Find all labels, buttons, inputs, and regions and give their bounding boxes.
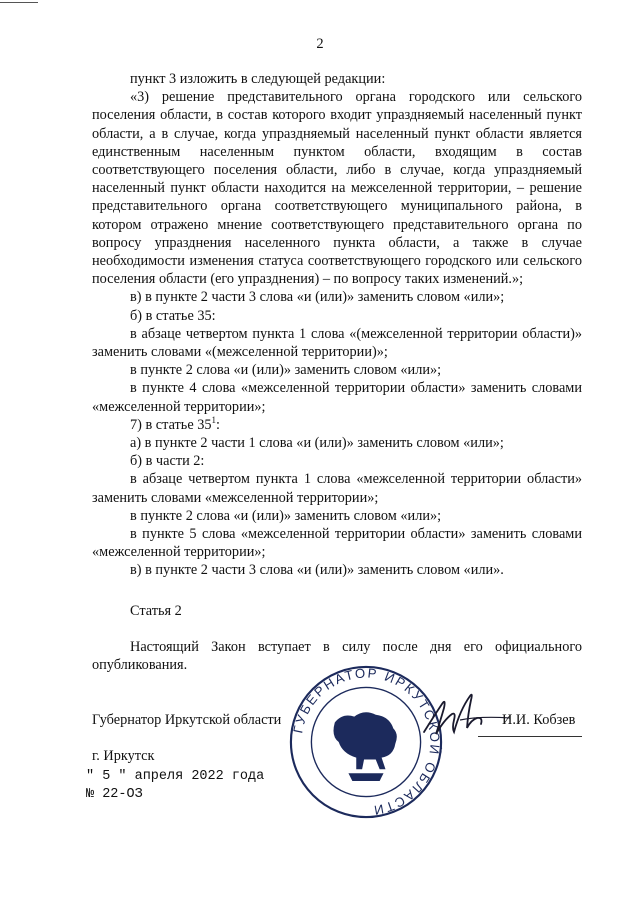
signature-line — [478, 736, 582, 737]
city: г. Иркутск — [92, 748, 155, 764]
paragraph: в) в пункте 2 части 3 слова «и (или)» заменить словом «или»; — [130, 289, 505, 306]
paragraph: в пункте 2 слова «и (или)» заменить словом «или»; — [130, 362, 442, 379]
paragraph: б) в статье 35: — [130, 307, 216, 324]
page-number: 2 — [316, 36, 324, 52]
document-body — [92, 70, 582, 674]
svg-text:ГУБЕРНАТОР ИРКУТСКОЙ ОБЛАСТИ: ГУБЕРНАТОР ИРКУТСКОЙ ОБЛАСТИ — [290, 665, 443, 819]
paragraph: в абзаце четвертом пункта 1 слова «межселенной территории области» заменить словами «межселенной территории»; — [92, 471, 582, 506]
paragraph: в пункте 4 слова «межселенной территории области» заменить словами «межселенной территории»; — [92, 380, 582, 415]
date-line: " 5 " апреля 2022 года — [86, 769, 265, 784]
article-text: Настоящий Закон вступает в силу после дня его официального опубликования. — [92, 638, 582, 674]
paragraph: «3) решение представительного органа городского или сельского поселения области, в состав которого входит упраздняемый населенный пункт области, а в случае, когда упраздняемый населенный пункт области является единственным населенным пунктом области, входящим в состав соответствующего поселения области, либо в случае, когда упраздняемый населенный пункт области находится на межселенной территории, – решение представительного органа соответствующего муниципального района, в котором отражено мнение соответствующего представительного органа по вопросу упразднения населенного пункта области, а также в случае необходимости изменения статуса соответствующего городского или сельского поселения области (его упразднения) – по вопросу таких изменений.»; — [92, 89, 582, 288]
paragraph: в пункте 5 слова «межселенной территории области» заменить словами «межселенной территории»; — [92, 526, 582, 561]
corner-mark — [0, 2, 38, 3]
article-heading: Статья 2 — [130, 602, 182, 619]
paragraph: б) в части 2: — [130, 453, 205, 470]
signatory-title: Губернатор Иркутской области — [92, 712, 282, 728]
emblem-icon — [334, 712, 397, 781]
paragraph: а) в пункте 2 части 1 слова «и (или)» заменить словом «или»; — [130, 435, 504, 452]
paragraph: в пункте 2 слова «и (или)» заменить словом «или»; — [130, 507, 442, 524]
signatory-name: И.И. Кобзев — [502, 712, 576, 728]
article-35-1-item: 7) в статье $35^1$: — [130, 415, 221, 433]
law-number: № 22-ОЗ — [86, 787, 143, 802]
paragraph: в) в пункте 2 части 3 слова «и (или)» заменить словом «или». — [130, 562, 504, 579]
paragraph: пункт 3 изложить в следующей редакции: — [130, 71, 386, 87]
paragraph: в абзаце четвертом пункта 1 слова «(межселенной территории области)» заменить словами «(межселенной территории)»; — [92, 325, 582, 361]
